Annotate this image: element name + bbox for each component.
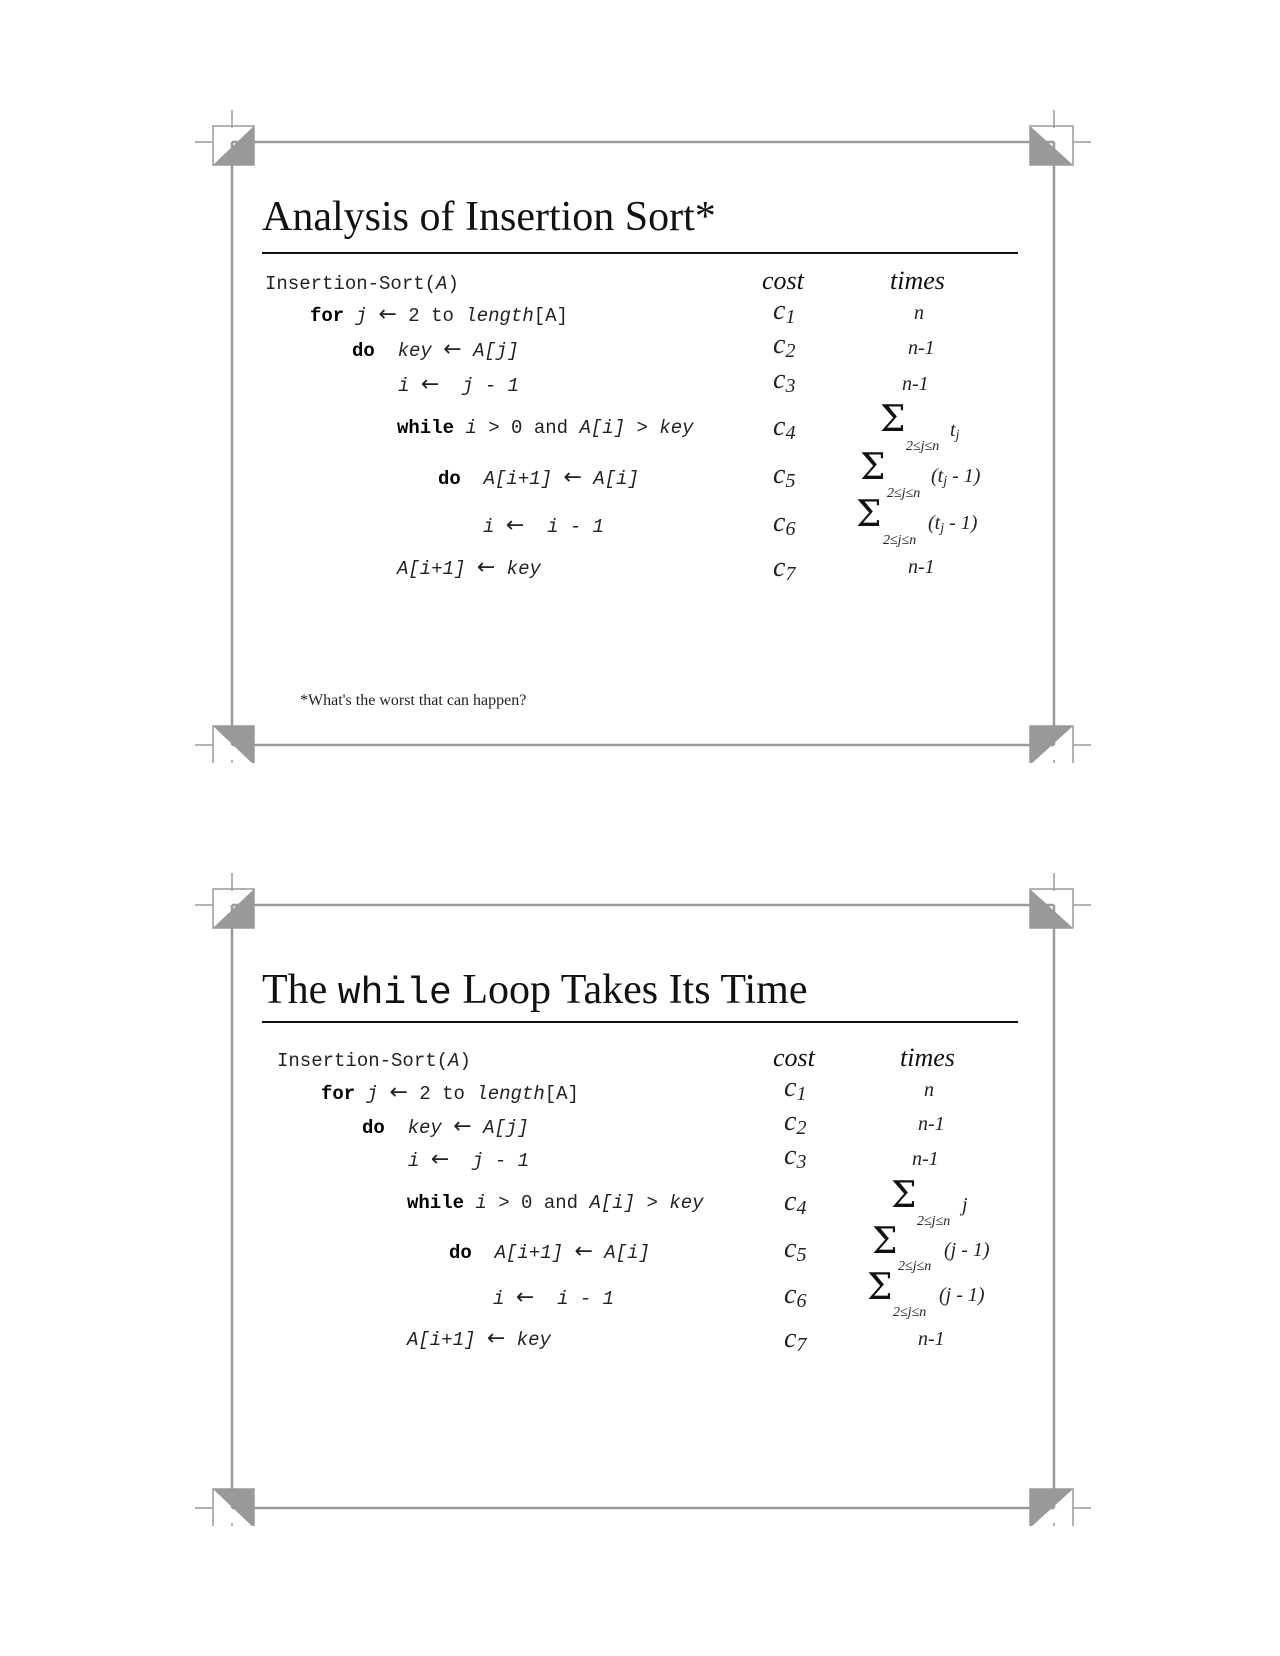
cost-c3: $c_3$ [773, 364, 796, 397]
sigma-row-4: Σ [880, 399, 906, 440]
corner-marker [1030, 889, 1073, 928]
sigma-row-4: Σ [891, 1175, 917, 1216]
code-line-do-shift: do A[i+1] ← A[i] [449, 1239, 650, 1264]
code-line-header: Insertion-Sort(A) [265, 273, 459, 295]
sum-range-row-6: 2≤j≤n [893, 1305, 927, 1320]
slide-frame [0, 0, 1280, 763]
times-row-3: n-1 [912, 1148, 939, 1170]
summand-row-4: $t_j$ [950, 419, 960, 443]
slide-title: The while Loop Takes Its Time [262, 967, 808, 1015]
cost-c2: $c_2$ [784, 1106, 807, 1139]
code-line-i-decrement: i ← i - 1 [483, 513, 605, 538]
title-rule [262, 252, 1018, 254]
cost-c3: $c_3$ [784, 1140, 807, 1173]
corner-marker [213, 126, 254, 165]
corner-marker [1030, 1489, 1073, 1526]
code-line-for: for j ← 2 to length[A] [321, 1080, 579, 1105]
times-header: times [890, 266, 945, 295]
code-line-do-key: do key ← A[j] [362, 1114, 529, 1139]
times-row-7: n-1 [908, 556, 935, 578]
summand-row-4: j [962, 1194, 968, 1216]
code-line-i-decrement: i ← i - 1 [493, 1285, 615, 1310]
times-row-3: n-1 [902, 373, 929, 395]
slide-title: Analysis of Insertion Sort* [262, 194, 716, 240]
code-line-i-assign: i ← j - 1 [398, 372, 520, 397]
cost-c4: $c_4$ [784, 1186, 807, 1219]
corner-marker [1030, 726, 1073, 763]
summand-row-6: $(t_j - 1)$ [928, 512, 978, 536]
sum-range-row-5: 2≤j≤n [887, 486, 921, 501]
code-line-for: for j ← 2 to length[A] [310, 302, 568, 327]
times-row-2: n-1 [908, 337, 935, 359]
sum-range-row-6: 2≤j≤n [883, 533, 917, 548]
times-row-2: n-1 [918, 1113, 945, 1135]
times-row-1: n [924, 1079, 934, 1101]
summand-row-5: $(t_j - 1)$ [931, 465, 981, 489]
cost-c6: $c_6$ [773, 507, 796, 540]
cost-header: cost [773, 1043, 815, 1072]
corner-marker [213, 726, 254, 763]
footnote: *What's the worst that can happen? [300, 692, 527, 709]
sum-range-row-4: 2≤j≤n [906, 439, 940, 454]
sigma-row-6: Σ [856, 494, 882, 535]
code-line-while: while i > 0 and A[i] > key [407, 1192, 704, 1214]
corner-marker [213, 1489, 254, 1526]
corner-marker [1030, 126, 1073, 165]
code-line-insert-key: A[i+1] ← key [397, 555, 541, 580]
code-line-do-key: do key ← A[j] [352, 337, 519, 362]
summand-row-5: (j - 1) [944, 1239, 990, 1261]
cost-c5: $c_5$ [773, 459, 796, 492]
times-row-1: n [914, 302, 924, 324]
cost-c6: $c_6$ [784, 1279, 807, 1312]
cost-c7: $c_7$ [784, 1323, 807, 1356]
cost-c2: $c_2$ [773, 329, 796, 362]
cost-c4: $c_4$ [773, 411, 796, 444]
code-line-header: Insertion-Sort(A) [277, 1050, 471, 1072]
slide-frame [0, 763, 1280, 1526]
cost-c5: $c_5$ [784, 1233, 807, 1266]
sigma-row-5: Σ [872, 1221, 898, 1262]
sigma-row-5: Σ [860, 447, 886, 488]
cost-c7: $c_7$ [773, 552, 796, 585]
code-line-do-shift: do A[i+1] ← A[i] [438, 465, 639, 490]
sum-range-row-5: 2≤j≤n [898, 1259, 932, 1274]
cost-header: cost [762, 266, 804, 295]
title-rule [262, 1021, 1018, 1023]
code-line-while: while i > 0 and A[i] > key [397, 417, 694, 439]
times-header: times [900, 1043, 955, 1072]
cost-c1: $c_1$ [784, 1072, 807, 1105]
code-line-i-assign: i ← j - 1 [408, 1147, 530, 1172]
code-line-insert-key: A[i+1] ← key [407, 1326, 551, 1351]
corner-marker [213, 889, 254, 928]
summand-row-6: (j - 1) [939, 1284, 985, 1306]
slide-analysis-of-insertion-sort [0, 0, 1280, 709]
slide-while-loop-takes-its-time [0, 763, 1280, 1463]
sigma-row-6: Σ [867, 1267, 893, 1308]
times-row-7: n-1 [918, 1328, 945, 1350]
sum-range-row-4: 2≤j≤n [917, 1214, 951, 1229]
cost-c1: $c_1$ [773, 295, 796, 328]
